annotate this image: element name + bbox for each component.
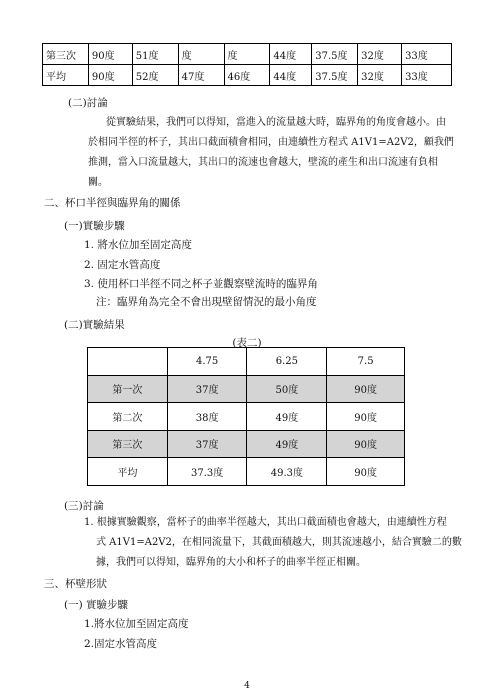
step-item: 1. 將水位加至固定高度 [84, 239, 192, 251]
table-cell: 44度 [270, 44, 312, 65]
table-cell: 90度 [88, 44, 132, 65]
table-cell: 37度 [167, 375, 247, 403]
paragraph-line: 從實驗結果，我們可以得知，當進入的流量越大時，臨界角的角度會越小。由 [106, 117, 446, 128]
steps-heading: (一)實驗步驟 [64, 220, 125, 232]
step-item: 2. 固定水管高度 [84, 259, 161, 271]
table-cell: 度 [178, 44, 224, 65]
paragraph-line: 推測，當入口流量越大，其出口的流速也會越大，壁流的產生和出口流速有負相 [88, 157, 438, 168]
table-header-row [88, 348, 405, 376]
discussion-paragraph [84, 513, 462, 573]
table-cell: 37.3度 [167, 458, 247, 486]
table-row [43, 44, 452, 65]
section-title: 二、杯口半徑與臨界角的關係 [44, 197, 181, 209]
table-cell: 33度 [402, 44, 452, 65]
table-header-cell: 7.5 [327, 348, 405, 376]
table-header-cell: 4.75 [167, 348, 247, 376]
table-cell: 49度 [247, 430, 327, 458]
table-row [43, 65, 452, 86]
table-cell: 90度 [327, 458, 405, 486]
note-text: 注：臨界角為完全不會出現壁留情況的最小角度 [96, 296, 317, 308]
table-cell: 90度 [88, 65, 132, 86]
table-cell: 33度 [402, 65, 452, 86]
results-table-1 [42, 43, 452, 86]
step-item: 1.將水位加至固定高度 [84, 618, 189, 630]
table-cell: 37.5度 [312, 65, 358, 86]
paragraph-line: 1. 根據實驗觀察，當杯子的曲率半徑越大，其出口截面積也會越大，由連續性方程 [84, 517, 447, 528]
table-row [88, 375, 405, 403]
table-cell: 47度 [178, 65, 224, 86]
section-title: 三、杯壁形狀 [44, 578, 107, 590]
table-cell: 32度 [358, 44, 402, 65]
page-number: 4 [244, 681, 250, 691]
step-item: 2.固定水管高度 [84, 638, 158, 650]
table-cell: 平均 [43, 65, 89, 86]
paragraph-line: 於相同半徑的杯子，其出口截面積會相同，由連續性方程式 A1V1=A2V2，顧我們 [88, 137, 454, 148]
discussion-paragraph [88, 113, 454, 193]
paragraph-line: 關。 [88, 177, 108, 188]
table-cell: 90度 [327, 375, 405, 403]
table-header-cell [88, 348, 168, 376]
discussion-heading: (三)討論 [64, 500, 104, 512]
paragraph-line: 式 A1V1=A2V2，在相同流量下，其截面積越大，則其流速越小，結合實驗二的數 [96, 537, 462, 548]
table-cell: 度 [224, 44, 270, 65]
results-heading: (二)實驗結果 [64, 319, 125, 331]
table-cell: 50度 [247, 375, 327, 403]
results-table-2 [87, 347, 405, 486]
table-cell: 46度 [224, 65, 270, 86]
table-cell: 49.3度 [247, 458, 327, 486]
table-row [88, 403, 405, 431]
discussion-heading: (二)討論 [68, 97, 108, 109]
table-caption: (表二) [232, 337, 262, 349]
table-cell: 90度 [327, 403, 405, 431]
table-cell: 第一次 [88, 375, 168, 403]
table-cell: 37.5度 [312, 44, 358, 65]
table-cell: 49度 [247, 403, 327, 431]
table-cell: 90度 [327, 430, 405, 458]
table-cell: 37度 [167, 430, 247, 458]
table-row [88, 458, 405, 486]
paragraph-line: 據，我們可以得知，臨界角的大小和杯子的曲率半徑正相關。 [96, 557, 366, 568]
table-cell: 第三次 [88, 430, 168, 458]
table-cell: 51度 [132, 44, 178, 65]
table-cell: 第三次 [43, 44, 89, 65]
table-header-cell: 6.25 [247, 348, 327, 376]
table-cell: 32度 [358, 65, 402, 86]
table-row [88, 430, 405, 458]
table-cell: 38度 [167, 403, 247, 431]
table-cell: 第二次 [88, 403, 168, 431]
table-cell: 平均 [88, 458, 168, 486]
steps-heading: (一) 實驗步驟 [64, 599, 129, 611]
step-item: 3. 使用杯口半徑不同之杯子並觀察壁流時的臨界角 [84, 278, 318, 290]
table-cell: 44度 [270, 65, 312, 86]
table-cell: 52度 [132, 65, 178, 86]
